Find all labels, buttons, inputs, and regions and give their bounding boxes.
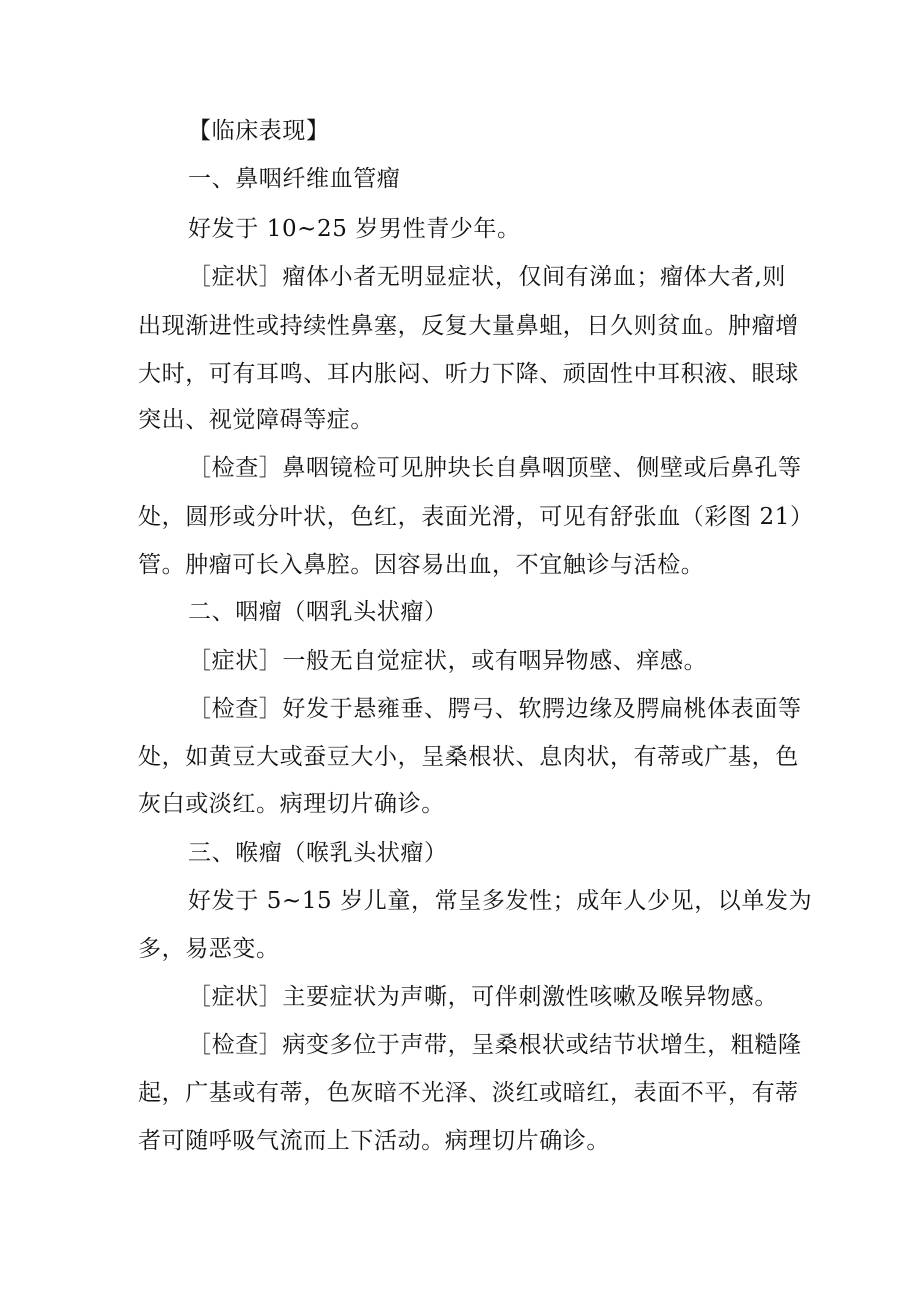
section3-exam-line-1: ［检查］病变多位于声带，呈桑根状或结节状增生，粗糙隆 (188, 1032, 802, 1058)
section3-intro-line-1: 好发于 5~15 岁儿童，常呈多发性；成年人少见，以单发为 (188, 888, 813, 914)
section2-exam-line-2: 处，如黄豆大或蚕豆大小，呈桑根状、息肉状，有蒂或广基，色 (138, 744, 799, 770)
section1-symptom-line-3: 大时，可有耳鸣、耳内胀闷、听力下降、顽固性中耳积液、眼球 (138, 361, 799, 387)
section2-title: 二、咽瘤（咽乳头状瘤） (188, 599, 448, 625)
section3-exam-line-3: 者可随呼吸气流而上下活动。病理切片确诊。 (138, 1128, 610, 1154)
section1-title: 一、鼻咽纤维血管瘤 (188, 166, 401, 192)
section1-symptom-line-2: 出现渐进性或持续性鼻塞，反复大量鼻蛆，日久则贫血。肿瘤增 (138, 313, 799, 339)
section-heading: 【临床表现】 (188, 118, 330, 144)
section3-symptom: ［症状］主要症状为声嘶，可伴刺激性咳嗽及喉异物感。 (188, 984, 778, 1010)
section3-exam-line-2: 起，广基或有蒂，色灰暗不光泽、淡红或暗红，表面不平，有蒂 (138, 1080, 799, 1106)
section1-symptom-line-4: 突出、视觉障碍等症。 (138, 407, 374, 433)
section1-exam-line-2: 处，圆形或分叶状，色红，表面光滑，可见有舒张血（彩图 21） (138, 504, 814, 530)
section2-symptom: ［症状］一般无自觉症状，或有咽异物感、痒感。 (188, 648, 708, 674)
section3-intro-line-2: 多，易恶变。 (138, 936, 280, 962)
section1-symptom-line-1: ［症状］瘤体小者无明显症状，仅间有涕血；瘤体大者,则 (188, 264, 786, 290)
section2-exam-line-1: ［检查］好发于悬雍垂、腭弓、软腭边缘及腭扁桃体表面等 (188, 696, 802, 722)
section3-title: 三、喉瘤（喉乳头状瘤） (188, 840, 448, 866)
section1-intro: 好发于 10~25 岁男性青少年。 (188, 216, 521, 242)
section1-exam-line-1: ［检查］鼻咽镜检可见肿块长自鼻咽顶壁、侧壁或后鼻孔等 (188, 455, 802, 481)
section1-exam-line-3: 管。肿瘤可长入鼻腔。因容易出血，不宜触诊与活检。 (138, 552, 705, 578)
section2-exam-line-3: 灰白或淡红。病理切片确诊。 (138, 791, 445, 817)
